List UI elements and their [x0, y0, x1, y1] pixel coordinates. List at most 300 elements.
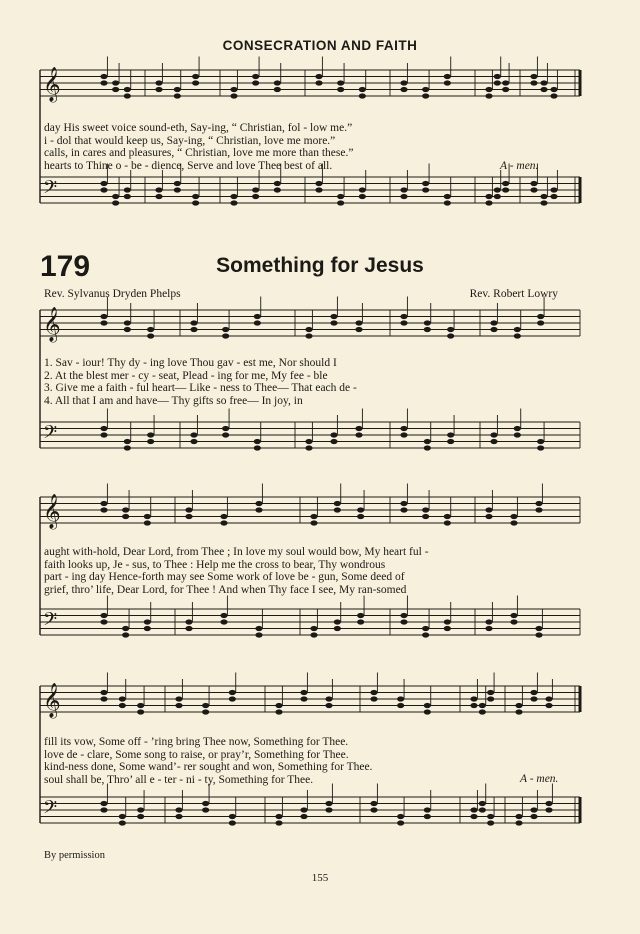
system2-note: [422, 514, 429, 519]
system2-note: [400, 501, 407, 506]
system1-note: [355, 320, 362, 325]
system2-note: [220, 520, 227, 525]
system2-note: [400, 619, 407, 624]
system3-note: [370, 696, 377, 701]
system3-note: [515, 814, 522, 819]
system1-note: [100, 432, 107, 437]
top-system-lyrics: [44, 122, 574, 172]
page-number: 155: [311, 872, 329, 884]
system3-note: [370, 807, 377, 812]
system1-note: [305, 333, 312, 338]
system3-note: [137, 709, 144, 714]
lyric-line: 3. Give me a faith - ful heart— Like - ness to Thee— That each de -: [44, 382, 357, 394]
top-system-note: [540, 87, 547, 92]
system3-note: [137, 703, 144, 708]
system3-note: [119, 820, 126, 825]
system2-note: [122, 626, 129, 631]
system1-note: [147, 432, 154, 437]
system2-note: [422, 626, 429, 631]
system1-note: [147, 439, 154, 444]
hymn-number: 179: [40, 250, 91, 283]
system2-note: [144, 514, 151, 519]
lyric-line: 4. All that I am and have— Thy gifts so free— In joy, in: [44, 394, 303, 407]
top-system-note: [315, 187, 322, 192]
system2-note: [444, 619, 451, 624]
system1-note: [222, 327, 229, 332]
top-system-note: [485, 87, 492, 92]
lyric-line: i - dol that would keep us, Say-ing, “ Christian, love me more.”: [44, 134, 336, 147]
system3-note: [229, 696, 236, 701]
system2-note: [444, 626, 451, 631]
top-system-note: [155, 87, 162, 92]
top-system-note: [530, 74, 537, 79]
system1-note: [447, 333, 454, 338]
system1-lyrics: [44, 357, 574, 407]
system3-note: [424, 814, 431, 819]
system3-note: [202, 709, 209, 714]
system3-note: [119, 814, 126, 819]
system3-note: [325, 703, 332, 708]
system3-note: [175, 696, 182, 701]
top-system-note: [502, 181, 509, 186]
lyric-line: love de - clare, Some song to raise, or pray’r, Something for Thee.: [44, 748, 349, 761]
top-system-note: [494, 80, 501, 85]
system3-note: [545, 703, 552, 708]
top-system-note: [230, 93, 237, 98]
system2-note: [485, 514, 492, 519]
top-system-note: [112, 87, 119, 92]
top-system-note: [530, 187, 537, 192]
system1-note: [537, 439, 544, 444]
system1-note: [355, 432, 362, 437]
top-system-note: [550, 87, 557, 92]
system3-note: [175, 703, 182, 708]
system3-note: [470, 807, 477, 812]
system1-note: [190, 439, 197, 444]
system2-note: [100, 613, 107, 618]
system1-note: [424, 320, 431, 325]
system3-note: [479, 801, 486, 806]
system2-note: [122, 514, 129, 519]
top-system-note: [252, 74, 259, 79]
system2-note: [144, 626, 151, 631]
system3-note: [370, 690, 377, 695]
top-system-note: [422, 87, 429, 92]
system1-note: [400, 432, 407, 437]
top-system-note: [337, 80, 344, 85]
system1-note: [305, 439, 312, 444]
lyric-line: part - ing day Hence-forth may see Some work of love be - gun, Some deed of: [44, 571, 405, 583]
system2-note: [310, 632, 317, 637]
top-system-note: [230, 87, 237, 92]
system1-note: [254, 314, 261, 319]
system1-note: [254, 439, 261, 444]
system3-note: [300, 807, 307, 812]
system2-note: [535, 501, 542, 506]
top-system-note: [540, 200, 547, 205]
system2-note: [357, 619, 364, 624]
system3-note: [119, 703, 126, 708]
top-system-note: [422, 93, 429, 98]
top-system-note: [502, 87, 509, 92]
system1-note: [355, 327, 362, 332]
system3-note: [515, 703, 522, 708]
system2-lyrics: [44, 546, 574, 596]
top-system-note: [112, 194, 119, 199]
top-system-note: [192, 200, 199, 205]
system3-treble-clef-icon: 𝄞: [43, 683, 61, 718]
system3-note: [515, 820, 522, 825]
system3-note: [470, 814, 477, 819]
system2-note: [485, 619, 492, 624]
system3-note: [545, 801, 552, 806]
system3-note: [119, 696, 126, 701]
top-system-note: [485, 200, 492, 205]
top-system-note: [124, 194, 131, 199]
system1-note: [400, 320, 407, 325]
system3-note: [487, 820, 494, 825]
system2-note: [185, 507, 192, 512]
top-system-note: [174, 181, 181, 186]
system3-note: [530, 814, 537, 819]
top-system-note: [400, 187, 407, 192]
system2-note: [334, 619, 341, 624]
system2-treble-clef-icon: 𝄞: [43, 494, 61, 529]
system1-note: [147, 333, 154, 338]
system1-note: [424, 327, 431, 332]
system1-note: [190, 327, 197, 332]
system2-note: [334, 626, 341, 631]
top-system-note: [124, 93, 131, 98]
system3-note: [487, 690, 494, 695]
system3-note: [300, 814, 307, 819]
system3-note: [202, 801, 209, 806]
system1-note: [222, 333, 229, 338]
system3-note: [515, 709, 522, 714]
system2-note: [255, 626, 262, 631]
system2-note: [220, 613, 227, 618]
top-system-note: [155, 187, 162, 192]
system2-note: [310, 514, 317, 519]
top-system-note: [252, 187, 259, 192]
top-system-note: [192, 194, 199, 199]
top-system-note: [550, 187, 557, 192]
system2-note: [255, 632, 262, 637]
system3-note: [397, 703, 404, 708]
system1-note: [490, 320, 497, 325]
lyric-line: fill its vow, Some off - ’ring bring Thee now, Something for Thee.: [44, 736, 349, 748]
system1-note: [424, 439, 431, 444]
system1-note: [330, 320, 337, 325]
system2-note: [535, 632, 542, 637]
top-system-note: [337, 194, 344, 199]
top-system-note: [192, 80, 199, 85]
system3-note: [300, 696, 307, 701]
amen-label: A - men.: [500, 160, 539, 172]
system3-note: [479, 807, 486, 812]
top-system-note: [494, 194, 501, 199]
system3-note: [530, 807, 537, 812]
system2-note: [444, 514, 451, 519]
permission-note: By permission: [44, 850, 105, 861]
system1-note: [400, 426, 407, 431]
system2-note: [122, 632, 129, 637]
lyric-line: 1. Sav - iour! Thy dy - ing love Thou gav - est me, Nor should I: [44, 357, 337, 369]
system2-note: [422, 632, 429, 637]
system1-note: [305, 445, 312, 450]
system3-note: [100, 690, 107, 695]
system1-note: [537, 445, 544, 450]
system3-note: [202, 807, 209, 812]
top-system-note: [444, 74, 451, 79]
system3-note: [100, 807, 107, 812]
system1-note: [124, 327, 131, 332]
lyric-line: day His sweet voice sound-eth, Say-ing, “ Christian, fol - low me.”: [44, 122, 353, 134]
system2-note: [100, 501, 107, 506]
system2-note: [400, 613, 407, 618]
top-system-note: [192, 74, 199, 79]
lyric-line: soul shall be, Thro’ all e - ter - ni - ty, Something for Thee.: [44, 773, 314, 786]
top-system-note: [494, 74, 501, 79]
system3-note: [175, 814, 182, 819]
system2-note: [444, 520, 451, 525]
system2-note: [334, 507, 341, 512]
lyric-line: calls, in cares and pleasures, “ Christian, love me more than these.”: [44, 147, 354, 159]
system3-bass-clef-icon: 𝄢: [43, 797, 58, 823]
top-system-note: [315, 74, 322, 79]
system3-note: [202, 703, 209, 708]
top-system-note: [485, 194, 492, 199]
lyric-line: kind-ness done, Some wand’- rer sought and won, Something for Thee.: [44, 761, 373, 773]
top-system-note: [155, 80, 162, 85]
system3-lyrics: [44, 736, 574, 786]
system1-note: [124, 320, 131, 325]
system1-note: [537, 314, 544, 319]
system3-note: [397, 820, 404, 825]
top-system-note: [444, 194, 451, 199]
top-system-note: [337, 87, 344, 92]
top-system-note: [359, 194, 366, 199]
top-system-note: [400, 87, 407, 92]
top-system-note: [359, 93, 366, 98]
system1-note: [355, 426, 362, 431]
top-system-bass-clef-icon: 𝄢: [43, 177, 58, 203]
system1-note: [190, 432, 197, 437]
system3-note: [275, 703, 282, 708]
hymn-author: Rev. Sylvanus Dryden Phelps: [44, 288, 181, 300]
system1-note: [447, 439, 454, 444]
top-system-note: [530, 181, 537, 186]
top-system-note: [359, 187, 366, 192]
system1-note: [447, 327, 454, 332]
system3-note: [229, 820, 236, 825]
top-system-note: [502, 187, 509, 192]
top-system-note: [359, 87, 366, 92]
top-system-note: [274, 187, 281, 192]
system3-note: [100, 696, 107, 701]
top-system-note: [274, 87, 281, 92]
top-system-note: [174, 93, 181, 98]
system3-note: [325, 807, 332, 812]
top-system-note: [444, 200, 451, 205]
system2-note: [220, 619, 227, 624]
system3-note: [470, 696, 477, 701]
system1-treble-clef-icon: 𝄞: [43, 307, 61, 342]
system3-note: [275, 820, 282, 825]
system3-note: [530, 696, 537, 701]
top-system-note: [540, 194, 547, 199]
top-system-note: [502, 80, 509, 85]
system2-note: [144, 619, 151, 624]
system3-note: [479, 709, 486, 714]
system1-note: [124, 445, 131, 450]
system3-note: [397, 696, 404, 701]
system3-note: [175, 807, 182, 812]
top-system-note: [174, 87, 181, 92]
hymn-title: Something for Jesus: [216, 254, 424, 277]
system2-note: [334, 501, 341, 506]
lyric-line: hearts to Thine o - be - dience, Serve and love Thee best of all.: [44, 159, 333, 172]
system3-note: [545, 807, 552, 812]
top-system-note: [422, 181, 429, 186]
top-system-note: [400, 194, 407, 199]
system1-note: [330, 314, 337, 319]
system2-note: [357, 613, 364, 618]
system2-note: [510, 613, 517, 618]
top-system-note: [100, 80, 107, 85]
system3-note: [137, 814, 144, 819]
system1-note: [254, 445, 261, 450]
system2-note: [310, 626, 317, 631]
system1-note: [330, 439, 337, 444]
system2-note: [535, 507, 542, 512]
top-system-note: [274, 80, 281, 85]
system3-note: [545, 696, 552, 701]
system1-note: [490, 439, 497, 444]
system2-note: [122, 507, 129, 512]
top-system-note: [124, 187, 131, 192]
top-system-note: [100, 187, 107, 192]
system1-note: [100, 314, 107, 319]
system3-note: [300, 690, 307, 695]
system3-note: [229, 814, 236, 819]
system1-note: [490, 327, 497, 332]
lyric-line: aught with-hold, Dear Lord, from Thee ; In love my soul would bow, My heart ful -: [44, 546, 429, 558]
top-system-note: [230, 200, 237, 205]
system3-note: [487, 696, 494, 701]
system2-note: [255, 507, 262, 512]
system3-note: [229, 690, 236, 695]
amen-label: A - men.: [520, 773, 559, 785]
system3-note: [470, 703, 477, 708]
system1-note: [537, 320, 544, 325]
system1-note: [147, 327, 154, 332]
top-system-note: [252, 194, 259, 199]
top-system-note: [100, 74, 107, 79]
top-system-note: [274, 181, 281, 186]
system3-note: [325, 696, 332, 701]
system1-note: [100, 426, 107, 431]
system3-note: [397, 814, 404, 819]
system1-note: [124, 439, 131, 444]
lyric-line: 2. At the blest mer - cy - seat, Plead - ing for me, My fee - ble: [44, 369, 328, 382]
system2-note: [535, 626, 542, 631]
top-system-note: [100, 181, 107, 186]
top-system-note: [485, 93, 492, 98]
system3-note: [424, 703, 431, 708]
lyric-line: faith looks up, Je - sus, to Thee : Help me the cross to bear, Thy wondrous: [44, 558, 386, 571]
system3-note: [479, 703, 486, 708]
system3-note: [100, 801, 107, 806]
top-system-note: [540, 80, 547, 85]
system2-note: [220, 514, 227, 519]
system2-note: [400, 507, 407, 512]
top-system-note: [400, 80, 407, 85]
top-system-note: [112, 200, 119, 205]
system3-note: [424, 807, 431, 812]
top-system-note: [337, 200, 344, 205]
system1-note: [514, 327, 521, 332]
system3-note: [275, 709, 282, 714]
system2-note: [422, 507, 429, 512]
system3-note: [424, 709, 431, 714]
system1-note: [222, 432, 229, 437]
system1-note: [514, 426, 521, 431]
top-system-note: [315, 181, 322, 186]
section-title: CONSECRATION AND FAITH: [222, 38, 418, 53]
system1-note: [400, 314, 407, 319]
system1-note: [490, 432, 497, 437]
system2-note: [255, 501, 262, 506]
system2-note: [100, 507, 107, 512]
lyric-line: grief, thro’ life, Dear Lord, for Thee ! And when Thy face I see, My ran-somed: [44, 583, 407, 596]
system3-note: [530, 690, 537, 695]
system3-note: [370, 801, 377, 806]
top-system-note: [422, 187, 429, 192]
system1-note: [305, 327, 312, 332]
system2-note: [357, 507, 364, 512]
system2-note: [310, 520, 317, 525]
system1-note: [222, 426, 229, 431]
system2-note: [510, 619, 517, 624]
top-system-note: [252, 80, 259, 85]
system1-note: [514, 333, 521, 338]
top-system-note: [530, 80, 537, 85]
system1-note: [330, 432, 337, 437]
system3-note: [325, 801, 332, 806]
system2-note: [185, 619, 192, 624]
top-system-note: [112, 80, 119, 85]
system2-note: [485, 507, 492, 512]
system2-note: [510, 514, 517, 519]
top-system-note: [550, 93, 557, 98]
system1-note: [100, 320, 107, 325]
top-system-note: [494, 187, 501, 192]
top-system-note: [174, 187, 181, 192]
system1-note: [424, 445, 431, 450]
hymn-composer: Rev. Robert Lowry: [469, 288, 558, 300]
system2-note: [510, 520, 517, 525]
system2-bass-clef-icon: 𝄢: [43, 609, 58, 635]
top-system-note: [550, 194, 557, 199]
system2-note: [100, 619, 107, 624]
system1-bass-clef-icon: 𝄢: [43, 422, 58, 448]
system2-note: [485, 626, 492, 631]
system1-note: [447, 432, 454, 437]
system1-note: [254, 320, 261, 325]
system1-note: [190, 320, 197, 325]
top-system-note: [444, 80, 451, 85]
